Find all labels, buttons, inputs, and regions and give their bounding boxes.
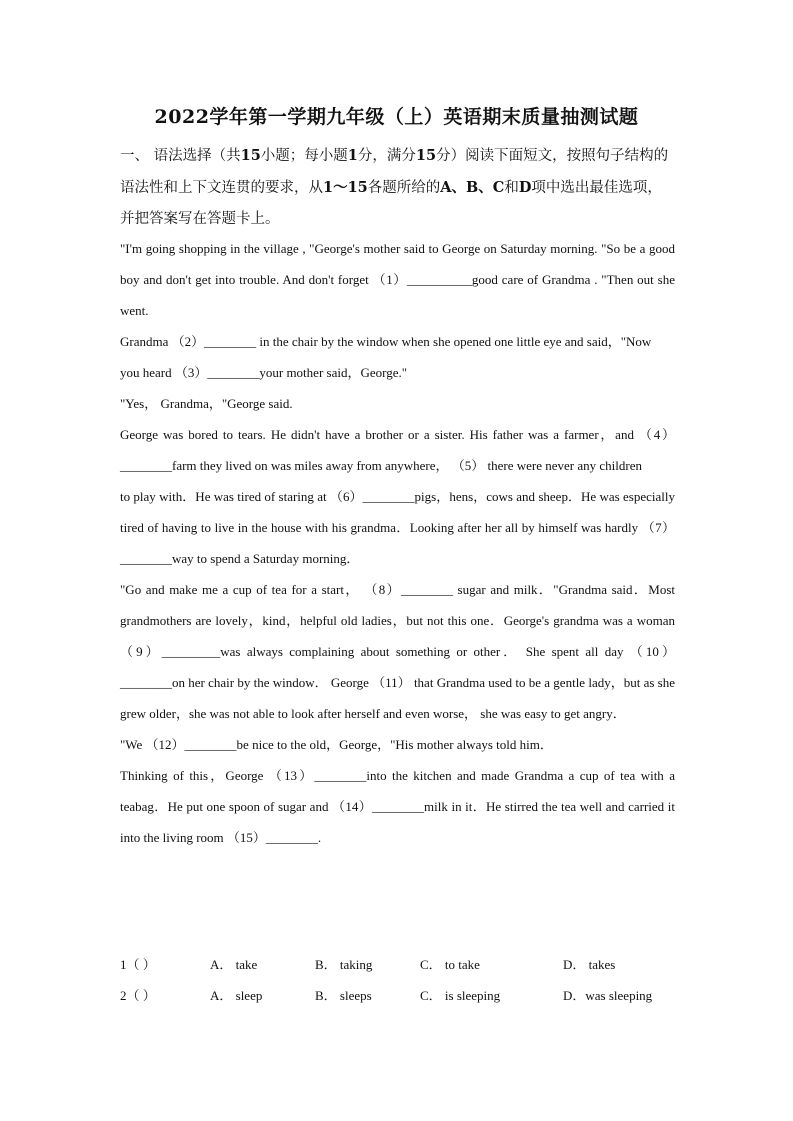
- passage-paragraph: George was bored to tears. He didn't have a brother or a sister. His father was a farmer，and （4）________farm they lived on was miles away from anywhere， （5） there were never any children: [120, 427, 675, 473]
- option-d: D． takes: [563, 957, 616, 972]
- instruction-text: 分）阅读下面短文，按照句子结构的语法性和上下文连贯的要求，从: [120, 148, 669, 196]
- instruction-number: D: [518, 179, 532, 196]
- instruction-text: 各题所给的: [367, 180, 441, 196]
- passage-paragraph: you heard （3）________your mother said，George.": [120, 365, 408, 380]
- question-number: 1（ ）: [120, 957, 156, 972]
- instruction-text: 小题；每小题: [260, 148, 348, 164]
- section-instructions: [120, 140, 675, 235]
- instruction-number: 1～15: [323, 179, 368, 196]
- instruction-text: 分，满分: [357, 148, 416, 164]
- question-options: [120, 949, 675, 1011]
- passage-paragraph: "Yes， Grandma，"George said.: [120, 396, 293, 411]
- option-d: D．was sleeping: [563, 988, 653, 1003]
- passage-paragraph: "We （12）________be nice to the old，George，"His mother always told him．: [120, 737, 553, 752]
- instruction-text: 项中选出最佳选项，并把答案写在答题卡上。: [120, 180, 662, 227]
- instruction-number: 15: [415, 147, 437, 164]
- passage-paragraph: "I'm going shopping in the village , "George's mother said to George on Saturday morning. "So be a good boy and don't get into trouble. And don't forget （1）__________good care of Grandma . "Then out she went.: [120, 241, 675, 318]
- option-b: B． sleeps: [315, 988, 372, 1003]
- option-c: C． is sleeping: [420, 988, 501, 1003]
- option-b: B． taking: [315, 957, 373, 972]
- reading-passage: [120, 233, 675, 853]
- question-number: 2（ ）: [120, 988, 156, 1003]
- instruction-number: 15: [240, 147, 261, 164]
- instruction-number: A、B、C: [440, 179, 505, 196]
- option-a: A． take: [210, 957, 258, 972]
- question-row: [120, 949, 675, 980]
- option-c: C． to take: [420, 957, 480, 972]
- document-title: 2022学年第一学期九年级（上）英语期末质量抽测试题: [154, 106, 639, 128]
- passage-paragraph: to play with．He was tired of staring at （6）________pigs，hens，cows and sheep．He was especially tired of having to live in the house with his grandma．Looking after her all by himself was hardly （7）________way to spend a Saturday morning．: [120, 489, 675, 566]
- instruction-text: 一、 语法选择（共: [120, 148, 241, 164]
- passage-paragraph: "Go and make me a cup of tea for a start， （8）________ sugar and milk．"Grandma said．Most grandmothers are lovely，kind，helpful old ladies，but not this one．George's grandma was a woman （9）_________was always complaining about something or other． She spent all day （10）________on her chair by the window． George （11） that Grandma used to be a gentle lady，but as she grew older，she was not able to look after herself and even worse， she was easy to get angry．: [120, 582, 675, 721]
- instruction-text: 和: [504, 180, 519, 196]
- passage-paragraph: Thinking of this，George （13）________into the kitchen and made Grandma a cup of tea with a teabag．He put one spoon of sugar and （14）________milk in it．He stirred the tea well and carried it into the living room （15）________.: [120, 768, 675, 845]
- option-a: A． sleep: [210, 988, 263, 1003]
- question-row: [120, 980, 675, 1011]
- passage-paragraph: Grandma （2）________ in the chair by the window when she opened one little eye and said，"Now: [120, 334, 652, 349]
- instruction-number: 1: [347, 147, 358, 164]
